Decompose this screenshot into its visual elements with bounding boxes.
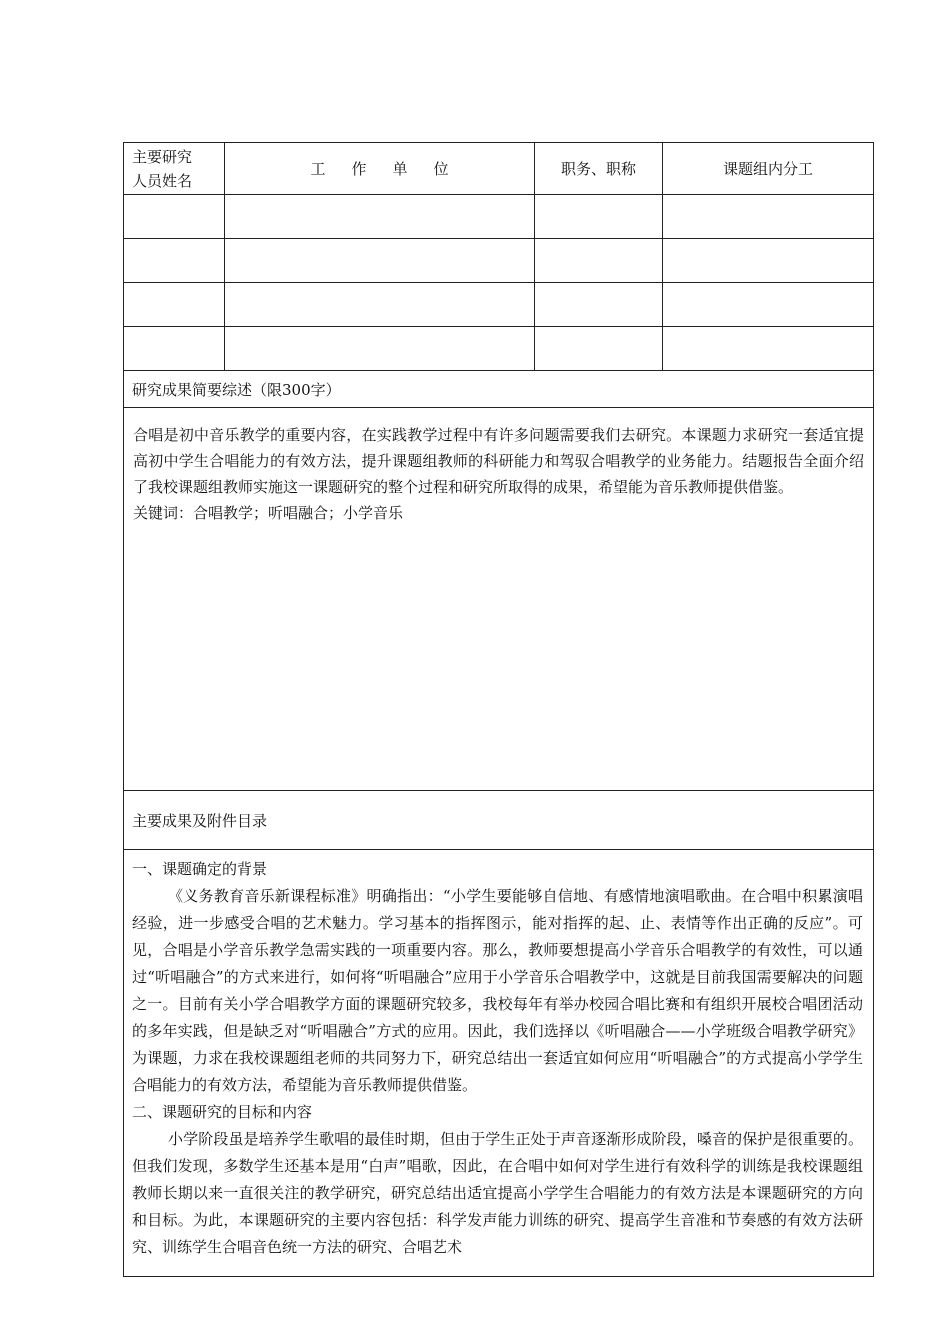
header-row	[124, 143, 874, 195]
researcher-row	[124, 195, 874, 239]
section1-title: 一、课题确定的背景	[132, 860, 268, 878]
researcher-position-cell[interactable]	[535, 195, 663, 239]
researcher-unit-cell[interactable]	[225, 195, 535, 239]
researcher-name-cell[interactable]	[124, 283, 225, 327]
body-row	[124, 850, 874, 1277]
researcher-division-cell[interactable]	[663, 283, 874, 327]
researcher-name-cell[interactable]	[124, 327, 225, 371]
researcher-division-cell[interactable]	[663, 327, 874, 371]
section2-text: 小学阶段虽是培养学生歌唱的最佳时期，但由于学生正处于声音逐渐形成阶段，嗓音的保护是很重要的。但我们发现，多数学生还基本是用“白声”唱歌，因此，在合唱中如何对学生进行有效科学的训练是我校课题组教师长期以来一直很关注的教学研究，研究总结出适宜提高小学学生合唱能力的有效方法是本课题研究的方向和目标。为此，本课题研究的主要内容包括：科学发声能力训练的研究、提高学生音准和节奏感的有效方法研究、训练学生合唱音色统一方法的研究、合唱艺术	[132, 1130, 863, 1256]
summary-label-row	[124, 371, 874, 408]
summary-row	[124, 408, 874, 791]
researcher-row	[124, 239, 874, 283]
section1-text: 《义务教育音乐新课程标准》明确指出：“小学生要能够自信地、有感情地演唱歌曲。在合唱中积累演唱经验，进一步感受合唱的艺术魅力。学习基本的指挥图示，能对指挥的起、止、表情等作出正确的反应”。可见，合唱是小学音乐教学急需实践的一项重要内容。那么，教师要想提高小学音乐合唱教学的有效性，可以通过“听唱融合”的方式来进行，如何将“听唱融合”应用于小学音乐合唱教学中，这就是目前我国需要解决的问题之一。目前有关小学合唱教学方面的课题研究较多，我校每年有举办校园合唱比赛和有组织开展校合唱团活动的多年实践，但是缺乏对“听唱融合”方式的应用。因此，我们选择以《听唱融合——小学班级合唱教学研究》为课题，力求在我校课题组老师的共同努力下，研究总结出一套适宜如何应用“听唱融合”的方式提高小学学生合唱能力的有效方法，希望能为音乐教师提供借鉴。	[132, 887, 863, 1094]
summary-content	[124, 408, 874, 791]
summary-paragraph: 合唱是初中音乐教学的重要内容，在实践教学过程中有许多问题需要我们去研究。本课题力求研究一套适宜提高初中学生合唱能力的有效方法，提升课题组教师的科研能力和驾驭合唱教学的业务能力。结题报告全面介绍了我校课题组教师实施这一课题研究的整个过程和研究所取得的成果，希望能为音乐教师提供借鉴。	[133, 426, 864, 496]
researcher-position-cell[interactable]	[535, 239, 663, 283]
researcher-position-cell[interactable]	[535, 327, 663, 371]
researcher-position-cell[interactable]	[535, 283, 663, 327]
results-label: 主要成果及附件目录	[124, 791, 874, 850]
header-researcher-name-line1: 主要研究	[132, 147, 193, 166]
researcher-division-cell[interactable]	[663, 195, 874, 239]
body-content	[124, 850, 874, 1277]
researcher-unit-cell[interactable]	[225, 239, 535, 283]
results-label-row	[124, 791, 874, 850]
header-group-division: 课题组内分工	[663, 143, 874, 195]
researcher-name-cell[interactable]	[124, 239, 225, 283]
researcher-name-cell[interactable]	[124, 195, 225, 239]
researcher-row	[124, 283, 874, 327]
section2-title: 二、课题研究的目标和内容	[132, 1103, 313, 1121]
header-position-title: 职务、职称	[535, 143, 663, 195]
header-work-unit-label: 工作单位	[310, 160, 475, 178]
researcher-division-cell[interactable]	[663, 239, 874, 283]
researcher-unit-cell[interactable]	[225, 283, 535, 327]
header-researcher-name	[124, 143, 225, 195]
research-form-table	[123, 142, 874, 1277]
header-work-unit	[225, 143, 535, 195]
researcher-unit-cell[interactable]	[225, 327, 535, 371]
summary-label: 研究成果简要综述（限300字）	[124, 371, 874, 408]
summary-keywords: 关键词：合唱教学；听唱融合；小学音乐	[133, 504, 404, 522]
researcher-row	[124, 327, 874, 371]
header-researcher-name-line2: 人员姓名	[132, 171, 193, 190]
